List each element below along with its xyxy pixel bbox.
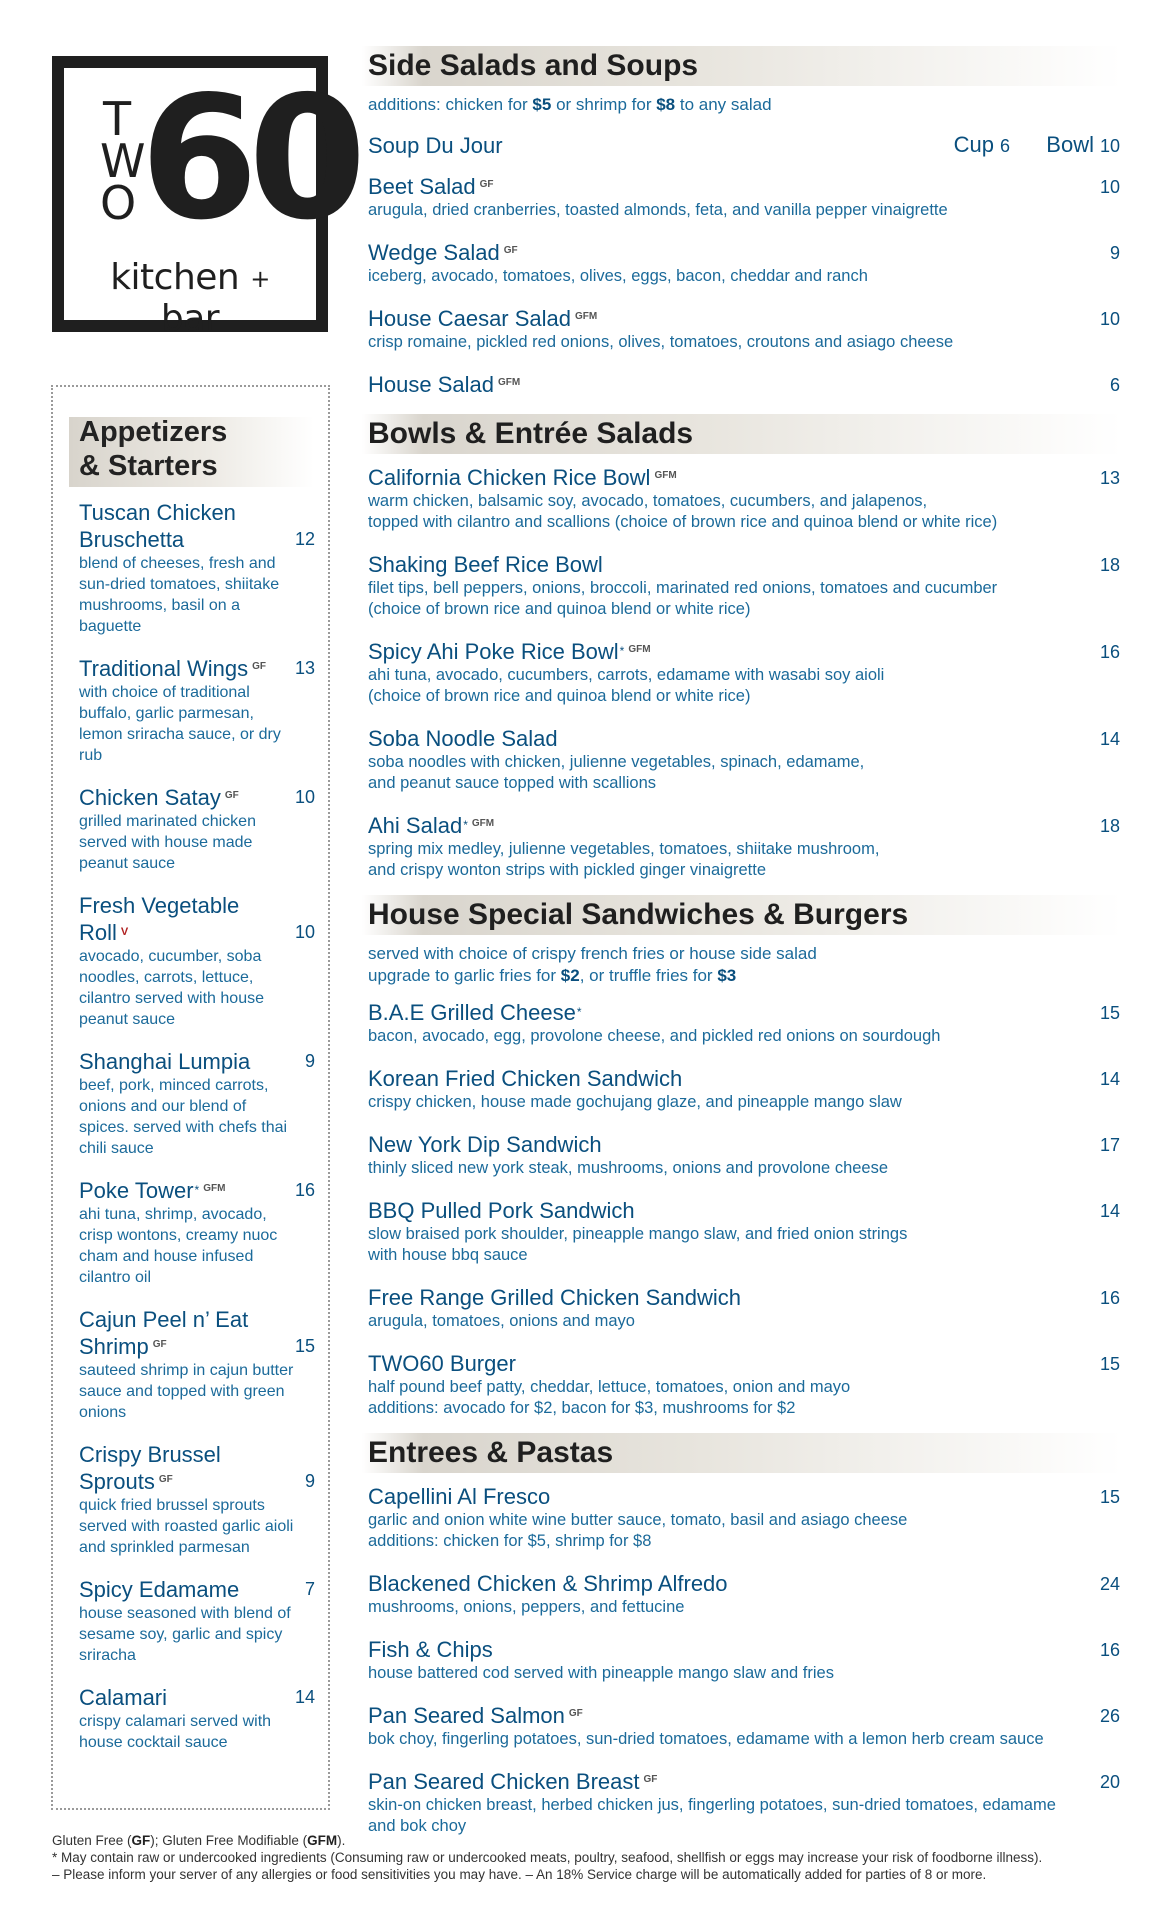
menu-item-price: 13 [1099,468,1120,488]
appetizers-title [79,415,227,483]
menu-item-name-text: Calamari [79,1685,168,1710]
appetizer-item [79,1177,315,1288]
menu-item-name-text: B.A.E Grilled Cheese [368,1000,576,1025]
menu-item-description: thinly sliced new york steak, mushrooms, onions and provolone cheese [368,1159,889,1177]
appetizers-panel [51,385,330,1810]
menu-item-price: 14 [1099,1201,1120,1221]
appetizers-title-line2: & Starters [79,450,218,482]
dietary-tag: GF [568,1708,583,1719]
menu-item-name [368,638,1120,665]
menu-item [368,1131,1120,1179]
menu-item-price: 13 [294,658,315,678]
logo-two-letters [100,92,146,230]
appetizer-item [79,1576,315,1666]
menu-item-name-text: Free Range Grilled Chicken Sandwich [368,1285,741,1310]
menu-item-description: avocado, cucumber, soba noodles, carrots, lettuce, cilantro served with house peanut sauce [79,948,264,1028]
menu-item [368,725,1120,794]
menu-item-price: 26 [1099,1706,1120,1726]
menu-item [368,1284,1120,1332]
section-title: Bowls & Entrée Salads [368,417,694,450]
menu-item-price: 10 [1099,177,1120,197]
menu-item-price: 7 [304,1579,315,1599]
menu-item [368,1065,1120,1113]
menu-item-name-text: Spicy Edamame [79,1577,240,1602]
logo-subtitle-plus: + [250,265,270,293]
appetizer-item [79,784,315,874]
menu-item-description-2: and bok choy [368,1817,467,1835]
menu-item [368,1350,1120,1419]
logo-letter-w: W [100,134,146,188]
appetizer-item [79,499,315,637]
menu-item-price: 17 [1099,1135,1120,1155]
menu-item-description: quick fried brussel sprouts served with roasted garlic aioli and sprinkled parmesan [79,1497,294,1556]
menu-item-description: soba noodles with chicken, julienne vegetables, spinach, edamame, [368,753,865,771]
menu-item [368,1768,1120,1837]
section-note: served with choice of crispy french fries or house side salad upgrade to garlic fries for $2, or truffle fries for $3 [368,944,817,985]
menu-item-name [368,1284,1120,1311]
menu-item-name-text: Wedge Salad [368,240,500,265]
menu-item-name-text: Spicy Ahi Poke Rice Bowl [368,639,619,664]
bowl-label: Bowl [1046,132,1094,157]
side-salads-list [368,173,1120,398]
menu-item [368,638,1120,707]
menu-item-description-2: (choice of brown rice and quinoa blend or white rice) [368,600,751,618]
menu-item-name: Soup Du Jour [368,133,503,158]
logo-inner [64,60,357,339]
menu-item-name [79,1048,269,1075]
menu-item-name [368,1131,1120,1158]
menu-item [368,305,1120,353]
appetizer-item [79,1441,315,1558]
appetizer-item [79,1306,315,1423]
menu-item-description: arugula, dried cranberries, toasted almonds, feta, and vanilla pepper vinaigrette [368,201,948,219]
soup-prices [954,132,1120,158]
menu-item-description: garlic and onion white wine butter sauce, tomato, basil and asiago cheese [368,1511,908,1529]
menu-item-name-text: Blackened Chicken & Shrimp Alfredo [368,1571,728,1596]
menu-item-name-text: House Caesar Salad [368,306,572,331]
menu-item-name [368,1570,1120,1597]
menu-item-price: 9 [1109,243,1120,263]
menu-item-name [79,499,269,553]
cup-label: Cup [953,132,995,157]
menu-item-name-text: Tuscan Chicken Bruschetta [79,500,236,552]
menu-item-name-text: Shanghai Lumpia [79,1049,251,1074]
appetizer-item [79,1684,315,1753]
menu-item [368,464,1120,533]
menu-item-price: 18 [1099,555,1120,575]
footer-dietary-key: Gluten Free (GF); Gluten Free Modifiable (GFM). [52,1833,346,1848]
menu-item-description-2: and peanut sauce topped with scallions [368,774,657,792]
menu-item [368,999,1120,1047]
menu-item [368,239,1120,287]
menu-item-price: 16 [1099,642,1120,662]
menu-item-name-text: Shaking Beef Rice Bowl [368,552,603,577]
logo-letter-o: O [100,176,137,230]
menu-item-name [368,551,1120,578]
appetizers-title-line1: Appetizers [79,416,228,448]
menu-item-description: sauteed shrimp in cajun butter sauce and topped with green onions [79,1362,294,1421]
dietary-tag: V [120,926,129,938]
menu-item-price: 14 [1099,729,1120,749]
menu-item-name [79,892,269,946]
menu-item [368,1636,1120,1684]
menu-item-name [368,464,1120,491]
menu-item-description-2: and crispy wonton strips with pickled ginger vinaigrette [368,861,767,879]
footer-raw-warning: * May contain raw or undercooked ingredients (Consuming raw or undercooked meats, poultry, seafood, shellfish or eggs may increase your risk of foodborne illness). [52,1850,1043,1865]
section-note: additions: chicken for $5 or shrimp for $8 to any salad [368,95,772,114]
logo-subtitle-bar: bar [160,298,220,339]
menu-item-price: 18 [1099,816,1120,836]
menu-item-description-2: topped with cilantro and scallions (choice of brown rice and quinoa blend or white rice) [368,513,998,531]
menu-item-description: warm chicken, balsamic soy, avocado, tomatoes, cucumbers, and jalapenos, [368,492,928,510]
dietary-tag: GFM [575,311,598,322]
menu-item-name [368,371,1120,398]
bowl-price: 10 [1099,136,1120,156]
allergen-star: * [576,1005,582,1019]
menu-item-description: spring mix medley, julienne vegetables, tomatoes, shiitake mushroom, [368,840,880,858]
menu-item-price: 14 [1099,1069,1120,1089]
menu-item-name-text: TWO60 Burger [368,1351,516,1376]
menu-item-name [79,1306,269,1360]
menu-item-name-text: Ahi Salad [368,813,463,838]
logo-letter-t: T [102,92,132,146]
menu-item-name-text: House Salad [368,372,494,397]
bowls-list [368,464,1120,881]
logo-number: 60 [140,60,357,258]
menu-item-description: arugula, tomatoes, onions and mayo [368,1312,635,1330]
appetizer-item [79,655,315,766]
restaurant-logo [52,56,357,339]
menu-item-price: 15 [1099,1354,1120,1374]
menu-item-name [368,1702,1120,1729]
menu-item-name-text: Crispy Brussel Sprouts [79,1442,221,1494]
menu-item [368,1702,1120,1750]
menu-item-price: 15 [294,1336,315,1356]
dietary-tag: GF [479,179,494,190]
menu-item-description: ahi tuna, shrimp, avocado, crisp wontons, creamy nuoc cham and house infused cilantro oil [79,1206,278,1286]
section-header-side-salads [362,46,1122,86]
menu-item-description: bok choy, fingerling potatoes, sun-dried tomatoes, edamame with a lemon herb cream sauce [368,1730,1044,1748]
sandwiches-list [368,999,1120,1419]
dietary-tag: GF [152,1339,167,1350]
menu-item-price: 10 [294,922,315,942]
menu-item [368,1483,1120,1552]
entrees-list [368,1483,1120,1837]
menu-item-name [368,725,1120,752]
dietary-tag: GFM [497,377,521,388]
allergen-star: * [619,644,625,658]
dietary-tag: GF [224,790,239,801]
menu-item [368,812,1120,881]
section-header-sandwiches [362,895,1122,935]
menu-item-description-2: with house bbq sauce [368,1246,528,1264]
section-header-entrees [362,1433,1122,1473]
menu-item-description: beef, pork, minced carrots, onions and our blend of spices. served with chefs thai chili sauce [79,1077,288,1157]
dietary-tag: GF [252,661,267,672]
menu-item-description-2: additions: chicken for $5, shrimp for $8 [368,1532,652,1550]
menu-item-name-text: Pan Seared Chicken Breast [368,1769,640,1794]
dietary-tag: GFM [654,470,677,481]
menu-item-price: 24 [1099,1574,1120,1594]
menu-item-price: 12 [294,529,315,549]
menu-footer [52,1832,1132,1883]
menu-item-name [368,173,1120,200]
menu-item-price: 20 [1099,1772,1120,1792]
menu-item-price: 9 [304,1051,315,1071]
dietary-tag: GFM [203,1183,226,1194]
menu-item-price: 15 [1099,1003,1120,1023]
allergen-star: * [463,818,468,832]
menu-item-description: with choice of traditional buffalo, garlic parmesan, lemon sriracha sauce, or dry rub [79,684,281,764]
menu-item-name-text: Poke Tower [79,1178,194,1203]
menu-item-description: crisp romaine, pickled red onions, olives, tomatoes, croutons and asiago cheese [368,333,954,351]
menu-item-description: crispy chicken, house made gochujang glaze, and pineapple mango slaw [368,1093,902,1111]
menu-item-name [79,1576,269,1603]
menu-item-name [368,1197,1120,1224]
menu-item-name [79,784,269,811]
dietary-tag: GFM [628,644,651,655]
menu-item-soup [368,132,1120,159]
menu-item-name [368,1483,1120,1510]
menu-item-name-text: Pan Seared Salmon [368,1703,565,1728]
main-menu-column [368,46,1120,1837]
menu-item-name [368,1636,1120,1663]
menu-item-price: 9 [304,1471,315,1491]
menu-item-name-text: Korean Fried Chicken Sandwich [368,1066,683,1091]
menu-item-description: grilled marinated chicken served with house made peanut sauce [79,813,256,872]
menu-item-price: 15 [1099,1487,1120,1507]
section-header-bowls [362,414,1122,454]
menu-item-description: mushrooms, onions, peppers, and fettucine [368,1598,685,1616]
menu-item-name-text: Capellini Al Fresco [368,1484,551,1509]
menu-item-name [79,1177,269,1204]
menu-item-name-text: Fish & Chips [368,1637,493,1662]
menu-item-name [368,1065,1120,1092]
menu-item [368,1570,1120,1618]
menu-item-price: 16 [1099,1288,1120,1308]
menu-item-description: slow braised pork shoulder, pineapple mango slaw, and fried onion strings [368,1225,908,1243]
menu-item-name [79,1441,269,1495]
menu-item-description: filet tips, bell peppers, onions, broccoli, marinated red onions, tomatoes and cucumber [368,579,998,597]
logo-subtitle-kitchen: kitchen [110,257,240,298]
menu-item-name [368,239,1120,266]
menu-item-price: 16 [294,1180,315,1200]
menu-item-name-text: BBQ Pulled Pork Sandwich [368,1198,635,1223]
menu-item-name-text: Beet Salad [368,174,476,199]
menu-item-description: iceberg, avocado, tomatoes, olives, eggs, bacon, cheddar and ranch [368,267,868,285]
dietary-tag: GF [158,1474,173,1485]
menu-item-description: ahi tuna, avocado, cucumbers, carrots, edamame with wasabi soy aioli [368,666,885,684]
menu-item-name [368,812,1120,839]
menu-item-name [368,999,1120,1026]
menu-item-name-text: California Chicken Rice Bowl [368,465,651,490]
menu-item-price: 10 [1099,309,1120,329]
dietary-tag: GFM [471,818,495,829]
section-title: House Special Sandwiches & Burgers [368,898,909,931]
menu-item-description: blend of cheeses, fresh and sun-dried tomatoes, shiitake mushrooms, basil on a baguette [79,555,280,635]
menu-item-name-text: Fresh Vegetable Roll [79,893,240,945]
menu-item-description-2: (choice of brown rice and quinoa blend or white rice) [368,687,751,705]
menu-item-name [368,1768,1120,1795]
menu-item [368,551,1120,620]
menu-item-name [368,305,1120,332]
appetizer-item [79,892,315,1030]
menu-item-description: crispy calamari served with house cocktail sauce [79,1713,272,1751]
menu-item [368,371,1120,398]
footer-allergy-note: – Please inform your server of any allergies or food sensitivities you may have. – An 18% Service charge will be automatically added for parties of 8 or more. [52,1867,987,1882]
menu-item-name-text: Cajun Peel n’ Eat Shrimp [79,1307,249,1359]
dietary-tag: GF [503,245,518,256]
menu-item-name-text: Soba Noodle Salad [368,726,558,751]
menu-item-name [368,1350,1120,1377]
menu-item-name [79,655,269,682]
appetizers-list [79,499,315,1771]
menu-item-description: half pound beef patty, cheddar, lettuce, tomatoes, onion and mayo [368,1378,851,1396]
section-title: Entrees & Pastas [368,1436,614,1469]
appetizer-item [79,1048,315,1159]
section-title: Side Salads and Soups [368,49,699,82]
menu-item-description: house seasoned with blend of sesame soy, garlic and spicy sriracha [79,1605,291,1664]
menu-item-name [79,1684,269,1711]
menu-item-price: 10 [294,787,315,807]
menu-item-price: 14 [294,1687,315,1707]
logo-subtitle [82,258,298,339]
allergen-star: * [194,1183,200,1197]
menu-item-description: house battered cod served with pineapple mango slaw and fries [368,1664,834,1682]
menu-item [368,1197,1120,1266]
menu-item-description: bacon, avocado, egg, provolone cheese, and pickled red onions on sourdough [368,1027,941,1045]
cup-price: 6 [1000,136,1011,156]
menu-item-name-text: New York Dip Sandwich [368,1132,602,1157]
menu-item [368,173,1120,221]
menu-item-description: skin-on chicken breast, herbed chicken jus, fingerling potatoes, sun-dried tomatoes, edamame [368,1796,1056,1814]
menu-item-description-2: additions: avocado for $2, bacon for $3, mushrooms for $2 [368,1399,796,1417]
menu-item-name-text: Traditional Wings [79,656,249,681]
dietary-tag: GF [643,1774,658,1785]
menu-item-price: 6 [1109,375,1120,395]
menu-item-price: 16 [1099,1640,1120,1660]
menu-item-name-text: Chicken Satay [79,785,221,810]
